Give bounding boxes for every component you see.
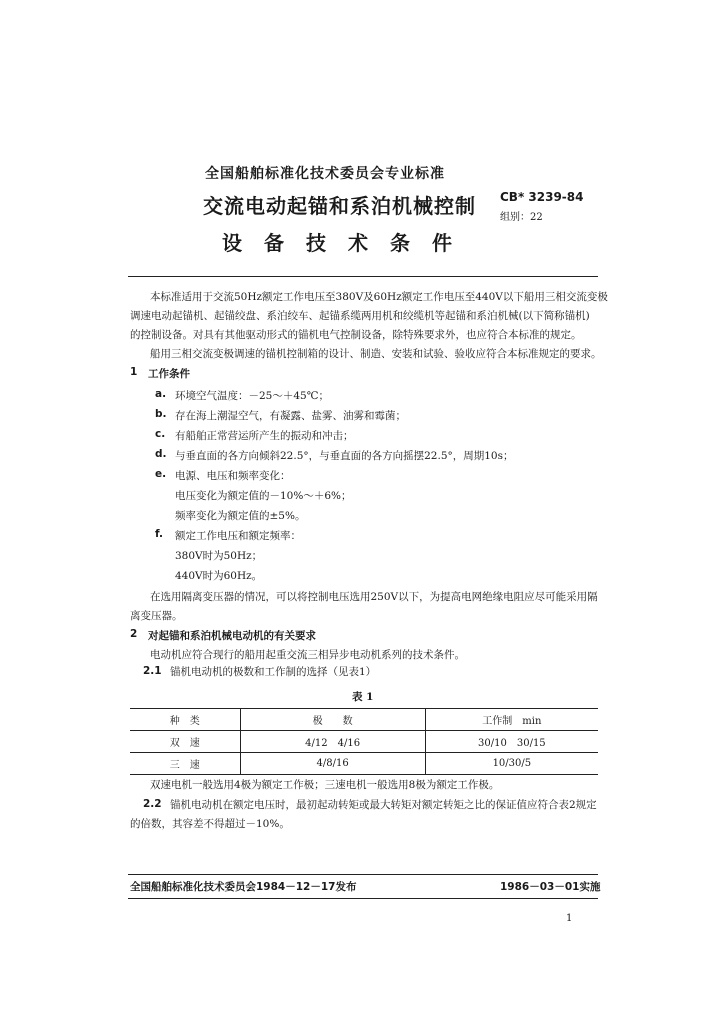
item-text: 频率变化为额定值的±5%。 xyxy=(175,510,306,522)
intro-line-1: 本标准适用于交流50Hz额定工作电压至380V及60Hz额定工作电压至440V以下船用三相交流变极 xyxy=(150,291,608,303)
section-2-title: 对起锚和系泊机械电动机的有关要求 xyxy=(148,630,316,642)
header-divider xyxy=(128,276,598,277)
item-label: d. xyxy=(155,448,167,460)
footer-divider xyxy=(128,874,598,875)
item-label: b. xyxy=(155,408,167,420)
table-cell: 三 速 xyxy=(130,753,240,775)
section-2-intro: 电动机应符合现行的船用起重交流三相异步电动机系列的技术条件。 xyxy=(150,649,465,661)
issued-date: 全国船舶标准化技术委员会1984－12－17发布 xyxy=(130,881,357,893)
standard-number: CB* 3239-84 xyxy=(500,190,584,204)
table-cell: 10/30/5 xyxy=(425,753,598,775)
section-1-title: 工作条件 xyxy=(148,368,190,380)
document-title: 交流电动起锚和系泊机械控制 xyxy=(203,194,476,218)
page-number: 1 xyxy=(566,913,573,924)
subsection-2-2-line-2: 的倍数，其容差不得超过－10%。 xyxy=(130,818,290,830)
item-text: 存在海上潮湿空气，有凝露、盐雾、油雾和霉菌； xyxy=(175,410,406,422)
item-text: 电源、电压和频率变化： xyxy=(175,470,291,482)
section-2-number: 2 xyxy=(130,628,138,640)
intro-paragraph-2: 船用三相交流变极调速的锚机控制箱的设计、制造、安装和试验、验收应符合本标准规定的要求。 xyxy=(150,348,602,360)
table-header-cell: 工作制 min xyxy=(425,709,598,731)
subsection-2-1-number: 2.1 xyxy=(143,665,162,677)
item-label: f. xyxy=(155,528,163,540)
subsection-2-2-line-1: 锚机电动机在额定电压时，最初起动转矩或最大转矩对额定转矩之比的保证值应符合表2规定 xyxy=(170,799,597,811)
table-header-cell: 种 类 xyxy=(130,709,240,731)
section-1-note-line-1: 在选用隔离变压器的情况，可以将控制电压选用250V以下，为提高电网绝缘电阻应尽可能采用隔 xyxy=(150,591,598,603)
item-text: 380V时为50Hz； xyxy=(175,550,263,562)
subsection-2-1-text: 锚机电动机的极数和工作制的选择（见表1） xyxy=(170,666,377,678)
group-label: 组别：22 xyxy=(500,212,543,223)
table-header-cell: 极 数 xyxy=(240,709,425,731)
item-label: c. xyxy=(155,428,166,440)
item-text: 有船舶正常营运所产生的振动和冲击； xyxy=(175,430,354,442)
table-row xyxy=(130,731,598,753)
table-cell: 4/12 4/16 xyxy=(240,731,425,753)
document-subtitle: 设备技术条件 xyxy=(222,231,474,255)
table-caption: 表 1 xyxy=(352,691,374,703)
item-text: 额定工作电压和额定频率： xyxy=(175,530,301,542)
section-1-number: 1 xyxy=(130,366,138,378)
intro-line-2: 调速电动起锚机、起锚绞盘、系泊绞车、起锚系缆两用机和绞缆机等起锚和系泊机械(以下简称锚机) xyxy=(130,310,590,322)
item-text: 环境空气温度：－25～＋45℃； xyxy=(175,390,329,402)
section-1-note-line-2: 离变压器。 xyxy=(130,610,183,622)
table-cell: 30/10 30/15 xyxy=(425,731,598,753)
table-note: 双速电机一般选用4极为额定工作极；三速电机一般选用8极为额定工作极。 xyxy=(150,779,500,791)
item-text: 电压变化为额定值的－10%～＋6%； xyxy=(175,490,352,502)
item-label: e. xyxy=(155,468,167,480)
item-text: 与垂直面的各方向倾斜22.5°，与垂直面的各方向摇摆22.5°，周期10s； xyxy=(175,450,514,462)
table-cell: 双 速 xyxy=(130,731,240,753)
table-1 xyxy=(130,708,598,775)
table-cell: 4/8/16 xyxy=(240,753,425,775)
footer-bottom-divider xyxy=(128,898,598,899)
effective-date: 1986－03－01实施 xyxy=(500,881,601,893)
table-row xyxy=(130,753,598,775)
subsection-2-2-number: 2.2 xyxy=(143,798,162,810)
item-text: 440V时为60Hz。 xyxy=(175,570,263,582)
committee-label: 全国船舶标准化技术委员会专业标准 xyxy=(205,166,445,182)
table-header-row xyxy=(130,709,598,731)
item-label: a. xyxy=(155,388,167,400)
intro-line-3: 的控制设备。对具有其他驱动形式的锚机电气控制设备，除特殊要求外，也应符合本标准的规定。 xyxy=(130,329,582,341)
